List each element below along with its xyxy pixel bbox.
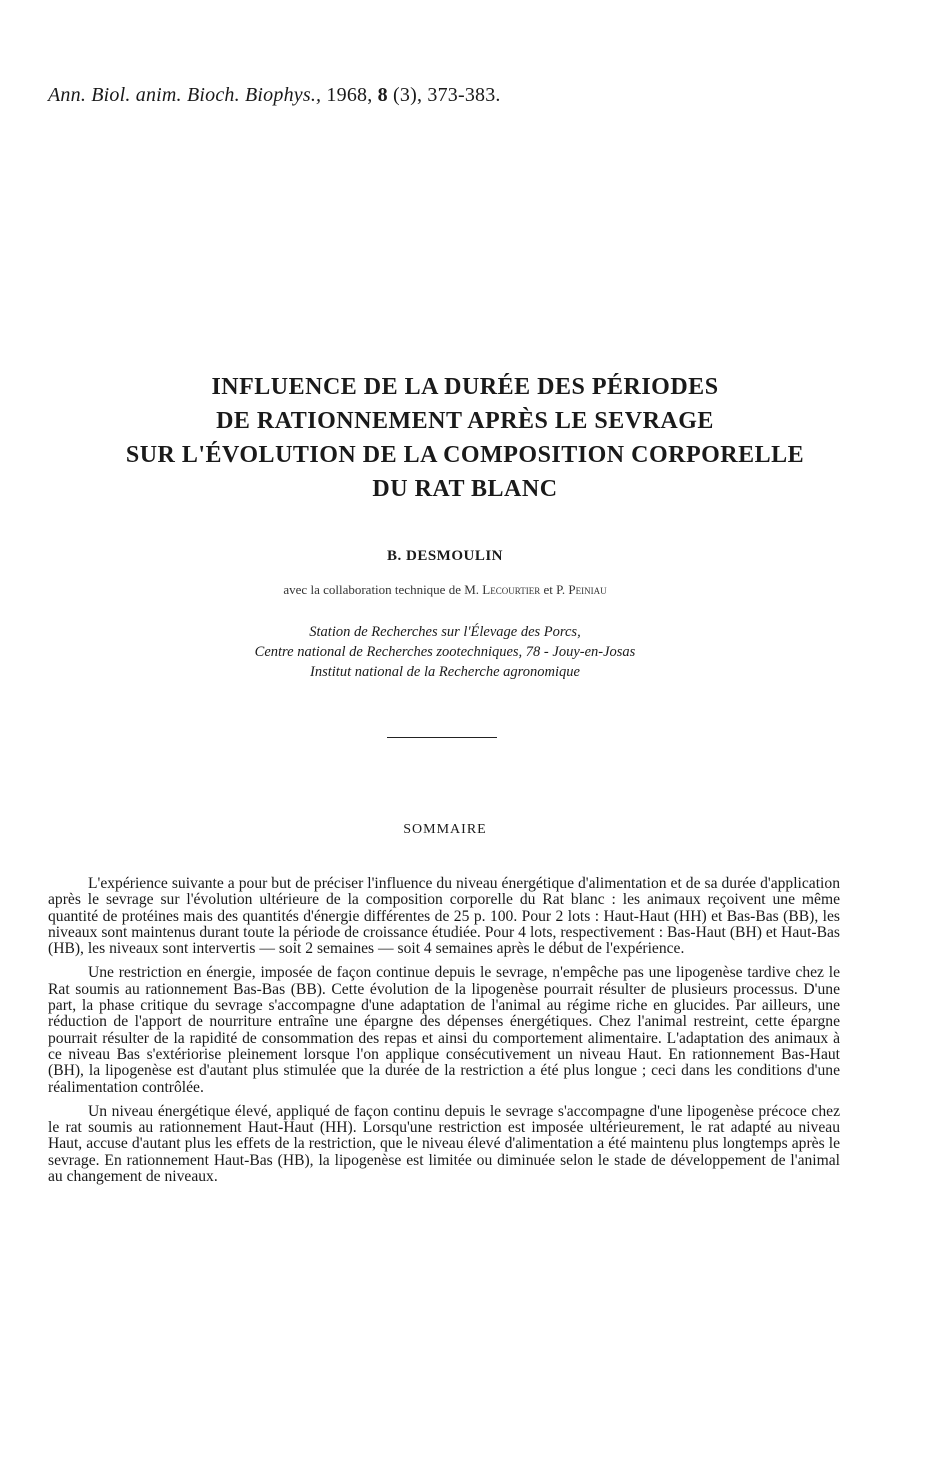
- collaborator-1: Lecourtier: [482, 582, 541, 597]
- journal-name: Ann. Biol. anim. Bioch. Biophys.,: [48, 84, 322, 106]
- title-line-3: SUR L'ÉVOLUTION DE LA COMPOSITION CORPORELLE: [125, 442, 805, 468]
- journal-citation: [48, 84, 501, 107]
- collaboration-line: [0, 582, 890, 598]
- section-heading: SOMMAIRE: [403, 822, 487, 837]
- citation-year: 1968,: [321, 84, 378, 106]
- collaborator-2: Peiniau: [568, 582, 607, 597]
- affiliation-line-3: Institut national de la Recherche agronomique: [310, 664, 580, 680]
- title-line-1: INFLUENCE DE LA DURÉE DES PÉRIODES: [211, 374, 719, 400]
- article-title: [0, 370, 930, 506]
- collaboration-prefix: avec la collaboration technique de M.: [283, 582, 483, 597]
- citation-volume: 8: [377, 84, 388, 106]
- summary-body: [48, 876, 840, 1193]
- collaboration-connector: et P.: [540, 582, 569, 597]
- summary-paragraph-2: Une restriction en énergie, imposée de façon continue depuis le sevrage, n'empêche pas une lipogenèse tardive chez le Rat soumis au rationnement Bas-Bas (BB). Cette évolution de la lipogenèse pourrait résulter de plusieurs processus. D'une part, la phase critique du sevrage s'accompagne d'une adaptation de l'animal au régime riche en glucides. Par ailleurs, une réduction de l'apport de nourriture entraîne une épargne des dépenses énergétiques. Chez l'animal restreint, cette épargne pourrait résulter de la rapidité de consommation des repas et ainsi du comportement alimentaire. L'adaptation des animaux à ce niveau Bas s'extériorise pleinement lorsque l'on applique consécutivement un niveau Haut. En rationnement Bas-Haut (BH), la lipogenèse est d'autant plus stimulée que la durée de la restriction a été plus longue ; ceci dans les conditions d'une réalimentation contrôlée.: [48, 964, 840, 1096]
- summary-paragraph-3: Un niveau énergétique élevé, appliqué de façon continu depuis le sevrage s'accompagne d'une lipogenèse précoce chez le rat soumis au rationnement Haut-Haut (HH). Lorsqu'une restriction est imposée ultérieurement, le rat adapté au niveau Haut, accuse d'autant plus les effets de la restriction, que le niveau élevé d'alimentation a été maintenu plus longtemps après le sevrage. En rationnement Haut-Bas (HB), la lipogenèse est limitée ou diminuée selon le stade de développement de l'animal au changement de niveaux.: [48, 1102, 840, 1186]
- title-line-4: DU RAT BLANC: [372, 476, 558, 502]
- affiliation-line-2: Centre national de Recherches zootechniques, 78 - Jouy-en-Josas: [254, 644, 636, 660]
- summary-paragraph-1: L'expérience suivante a pour but de préciser l'influence du niveau énergétique d'alimentation et de sa durée d'application après le sevrage sur l'évolution ultérieure de la composition corporelle du Rat blanc : les animaux reçoivent une même quantité de protéines mais des quantités d'énergie différentes de 25 p. 100. Pour 2 lots : Haut-Haut (HH) et Bas-Bas (BB), les niveaux sont maintenus durant toute la période de croissance étudiée. Pour 4 lots, respectivement : Bas-Haut (BH) et Haut-Bas (HB), les niveaux sont intervertis — soit 2 semaines — soit 4 semaines après le début de l'expérience.: [48, 875, 840, 958]
- affiliation: [0, 622, 890, 682]
- title-line-2: DE RATIONNEMENT APRÈS LE SEVRAGE: [216, 408, 714, 434]
- affiliation-line-1: Station de Recherches sur l'Élevage des Porcs,: [309, 624, 581, 640]
- citation-issue-pages: (3), 373-383.: [387, 84, 501, 106]
- author-name: B. DESMOULIN: [386, 548, 504, 564]
- section-divider: [387, 737, 497, 738]
